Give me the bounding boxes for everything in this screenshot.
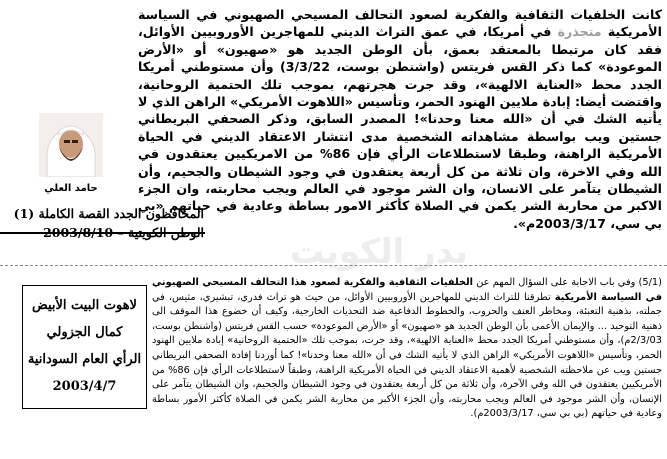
author-name: حامد العلي xyxy=(44,183,98,194)
top-article-text-rest: في أمريكا، في عمق التراث الديني للمهاجرين الأوروبيين الأوائل، فقد كان مرتبطا بالمعتقد بعمق، بأن الوطن الجديد هو «صهيون» أو «الأرض الموعودة» كما ذكر القس فريتس (واشنطن بوست، 3/3/22) وأن مستوطني أمريكا الجدد محط «العناية الالهية»، وقد جرت هجرتهم، بموجب تلك الحتمية الروحانية، واقتضت أيضا: إبادة ملايين الهنود الحمر، وتأسيس «اللاهوت الأمريكي» الراهن الذي لا يأتيه الشك في أن «الله معنا وحدنا»! المصدر السابق، وذكر الصحفي البريطاني جستين ويب بواسطة مشاهداته الشخصية مدى انتشار الاعتقاد الديني في الحياة الأمريكية الراهنة، وطبقا لاستطلاعات الرأي فإن 86% من الامريكيين يعتقدون في الله وفي الاخرة، وان ثلاثة من كل أربعة يعتقدون في وجود الشيطان والجحيم، وأن الشيطان يتآمر على الانسان، وان الشر موجود في العالم ويجب محاربته، وان الجزء الاكبر من محاربة الشر يكمن في الصلاة كأكثر الامور بساطة وعادية في حياتهم «بي بي سي، 2003/3/17م». xyxy=(138,24,662,231)
bottom-citation-date: 2003/4/7 xyxy=(52,379,117,394)
watermark: بدر الكويت xyxy=(290,232,469,272)
bottom-article-lead: (5/1) وفي باب الاجابة على السؤال المهم عن xyxy=(476,277,662,288)
author-photo-icon xyxy=(39,113,103,177)
top-article-faded-word: متجذرة xyxy=(557,24,602,40)
top-article-paragraph xyxy=(138,6,662,232)
top-article-text: كانت الخلفيات الثقافية والفكرية لصعود التحالف المسيحي الصهيوني في السياسة الأمريكية xyxy=(138,7,662,40)
top-article xyxy=(138,6,662,232)
bottom-citation-box xyxy=(22,285,147,409)
top-citation-title: المحافظون الجدد القصة الكاملة (1) xyxy=(13,206,204,221)
bottom-article-body: تطرقنا للتراث الديني للمهاجرين الأوروبيين الأوائل، من حيث هو تراث فدري، تبشيري، مثيس، في جملته، بذهنية التعبئة، ومخاطر العنف والحروب، والخطوط الدفاعية ضد التحديات الخارجية، وكيف أن خضوع هذا الموقف الى ذهنية التوحيد ... والإيمان الأعمى بأن الوطن الجديد هو «صهيون» أو «الأرض الموعودة» حسب القس فريتس (واشنطن بوست، 2/3/03م)، وأن مستوطني أمريكا الجدد محط «العناية الالهية»، وقد جرت، بموجب تلك «الحتمية الروحانية» إبادة ملايين الهنود الحمر، وتأسيس «اللاهوت الأمريكي» الراهن الذي لا يأتيه الشك في أن «الله معنا وحدنا»! كما أوردنا إفادة الصحفي البريطاني جستين ويب عن ملاحظته الشخصية لأهمية الاعتقاد الديني في الحياة الأمريكية الراهنة، وطبقاً لاستطلاعات الرأي فإن 86% من الأمريكيين يعتقدون في الله وفي الآخرة، وأن ثلاثة من كل أربعة يعتقدون في وجود الشيطان والجحيم، وان الشيطان يتآمر على الإنسان، وأن الشر موجود في العالم ويجب محاربته، وأن الجزء الأكبر من محاربة الشر يكمن في الصلاة كأكثر الأمور بساطة وعادية في حياتهم (بي بي سي، 2003/3/17م). xyxy=(152,291,662,420)
author-portrait xyxy=(39,113,103,177)
bottom-citation-author: كمال الجزولي xyxy=(46,325,123,340)
top-citation xyxy=(8,206,204,240)
top-citation-source: الوطن الكويتية – 2003/8/10 xyxy=(43,225,204,240)
bottom-citation-title: لاهوت البيت الأبيض xyxy=(32,298,137,313)
section-divider xyxy=(0,265,667,266)
bottom-article xyxy=(152,276,662,422)
citation-rule xyxy=(0,232,205,234)
bottom-article-paragraph xyxy=(152,276,662,422)
bottom-article-lead-bold: الخلفيات الثقافية والفكرية لصعود هذا التحالف المسيحي الصهيوني في السياسة الأمريكية xyxy=(152,277,662,303)
bottom-citation-source: الرأي العام السودانية xyxy=(27,352,142,367)
